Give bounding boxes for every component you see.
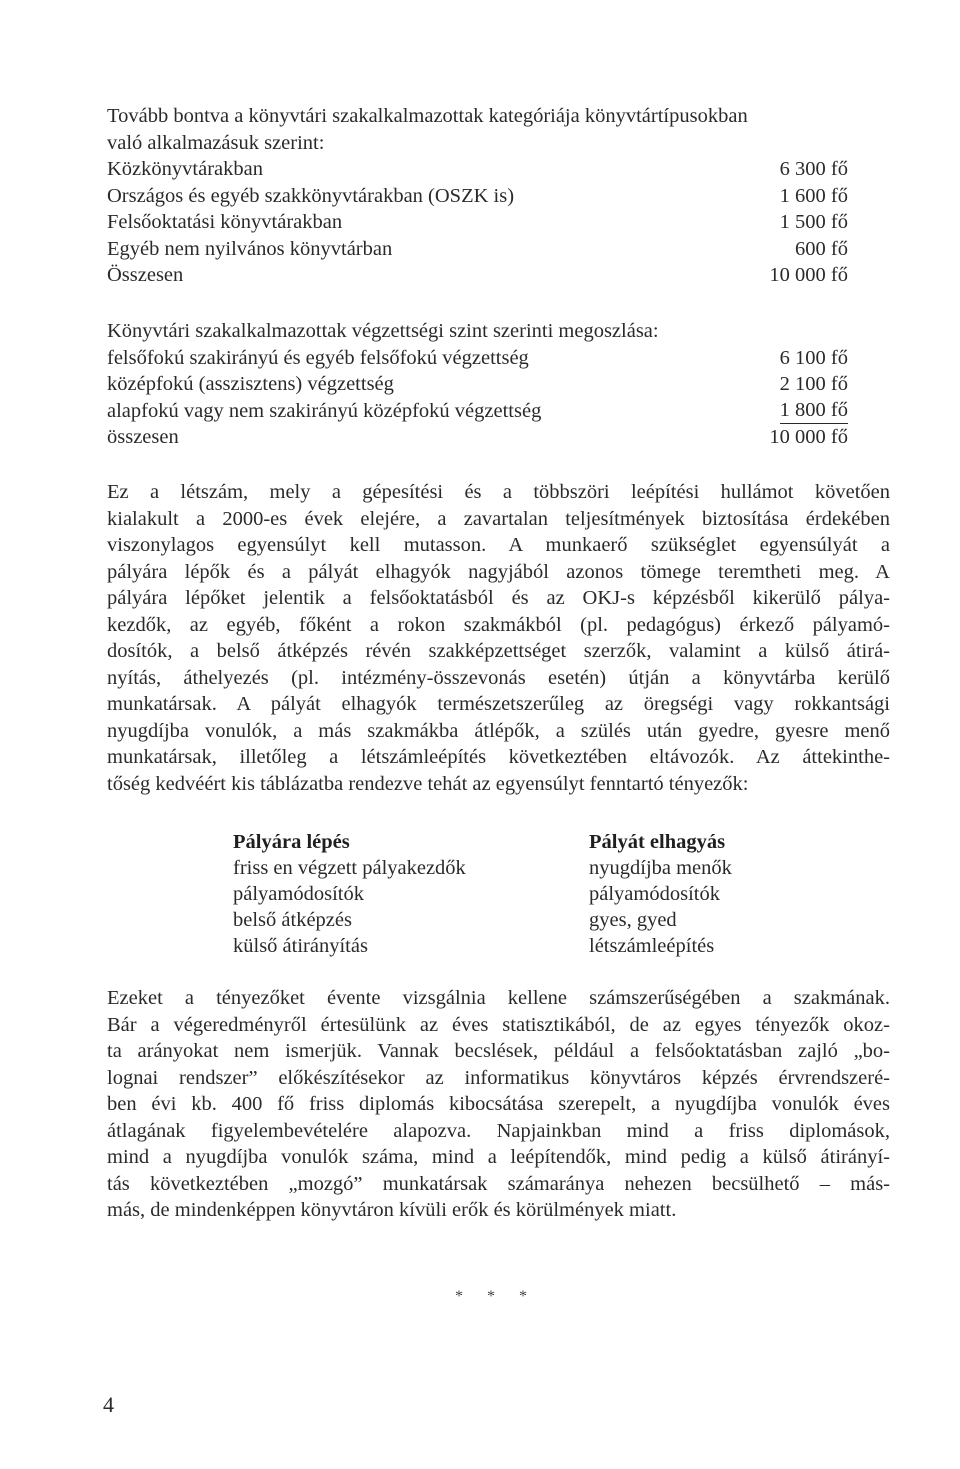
list-item: belső átképzés (233, 909, 352, 931)
paragraph-line: lognai rendszer” előkészítésekor az informatikus könyvtáros képzés érvrendszeré- (107, 1066, 890, 1089)
paragraph-line: nyítás, áthelyezés (pl. intézmény-összevonás esetén) útján a könyvtárba kerülő (107, 666, 890, 689)
list-item: külső átirányítás (233, 935, 368, 957)
list-item: létszámleépítés (589, 935, 715, 957)
paragraph-line: nyugdíjba vonulók, a más szakmákba átlépők, a szülés után gyedre, gyesre menő (107, 719, 890, 742)
intro-line: Tovább bontva a könyvtári szakalkalmazottak kategóriája könyvtártípusokban (107, 105, 748, 127)
section-separator: * * * (455, 1288, 537, 1305)
paragraph (107, 985, 890, 1224)
list-item: friss en végzett pályakezdők (233, 857, 466, 879)
list-item (107, 209, 848, 236)
list-item (107, 345, 848, 372)
paragraph (107, 479, 890, 797)
list-item (107, 183, 848, 210)
paragraph-line: tás következtében „mozgó” munkatársak számaránya nehezen becsülhető – más- (107, 1172, 890, 1195)
item-label: Egyéb nem nyilvános könyvtárban (107, 237, 393, 260)
item-value: 1 500 fő (779, 211, 848, 233)
item-value: 10 000 fő (769, 426, 848, 448)
paragraph-line: dosítók, a belső átképzés révén szakképzettséget szerzők, valamint a külső átirá- (107, 640, 890, 662)
item-value: 6 100 fő (779, 346, 848, 369)
item-label: középfokú (asszisztens) végzettség (107, 373, 394, 395)
list-item: pályamódosítók (233, 883, 364, 905)
item-value: 10 000 fő (769, 264, 848, 286)
list-item: pályamódosítók (589, 883, 720, 905)
paragraph-line: pályára lépőket jelentik a felsőoktatásból és az OKJ-s képzésből kikerülő pálya- (107, 587, 890, 609)
page-number: 4 (103, 1392, 114, 1417)
list-total (107, 424, 848, 451)
library-type-list (107, 156, 848, 289)
paragraph-line: munkatársak, illetőleg a létszámleépítés következtében eltávozók. Az áttekinthe- (107, 746, 890, 768)
item-label: alapfokú vagy nem szakirányú középfokú végzettség (107, 399, 542, 422)
item-value: 1 800 fő (780, 398, 848, 424)
education-list (107, 318, 848, 451)
item-label: Országos és egyéb szakkönyvtárakban (OSZK is) (107, 184, 515, 207)
paragraph-line: tőség kedvéért kis táblázatba rendezve tehát az egyensúlyt fenntartó tényezők: (107, 772, 749, 795)
column-heading: Pályát elhagyás (589, 831, 726, 853)
education-title: Könyvtári szakalkalmazottak végzettségi szint szerinti megoszlása: (107, 320, 659, 342)
item-value: 600 fő (795, 237, 848, 260)
list-item (107, 398, 848, 425)
item-label: Közkönyvtárakban (107, 158, 263, 180)
item-value: 6 300 fő (779, 158, 848, 180)
paragraph-line: kezdők, az egyéb, főként a rokon szakmákból (pl. pedagógus) érkező pályamó- (107, 613, 890, 636)
leaving-column (589, 829, 732, 959)
paragraph-line: Bár a végeredményről értesülünk az éves statisztikából, de az egyes tényezők okoz- (107, 1013, 890, 1036)
paragraph-line: kialakult a 2000-es évek elejére, a zavartalan teljesítmények biztosítása érdekében (107, 507, 890, 530)
intro-text (107, 103, 887, 156)
paragraph-line: Ez a létszám, mely a gépesítési és a többszöri leépítési hullámot követően (107, 481, 890, 503)
item-label: Összesen (107, 264, 184, 286)
paragraph-line: ben évi kb. 400 fő friss diplomás kibocsátása szerepelt, a nyugdíjba vonulók éves (107, 1093, 890, 1115)
list-item: nyugdíjba menők (589, 857, 732, 879)
list-item (107, 236, 848, 263)
column-heading: Pályára lépés (233, 831, 350, 853)
intro-line: való alkalmazásuk szerint: (107, 131, 325, 154)
entering-column (233, 829, 466, 959)
paragraph-line: mind a nyugdíjba vonulók száma, mind a leépítendők, mind pedig a külső átirányí- (107, 1146, 890, 1168)
paragraph-line: átlagának figyelembevételére alapozva. Napjainkban mind a friss diplomások, (107, 1119, 890, 1142)
paragraph-line: munkatársak. A pályát elhagyók természetszerűleg az öregségi vagy rokkantsági (107, 693, 890, 715)
paragraph-line: Ezeket a tényezőket évente vizsgálnia kellene számszerűségében a szakmának. (107, 987, 890, 1009)
item-value: 2 100 fő (779, 373, 848, 395)
list-item (107, 156, 848, 183)
paragraph-line: pályára lépők és a pályát elhagyók nagyjából azonos tömege teremtheti meg. A (107, 560, 890, 583)
list-item: gyes, gyed (589, 909, 677, 931)
item-label: összesen (107, 426, 179, 448)
list-item (107, 371, 848, 398)
item-label: Felsőoktatási könyvtárakban (107, 211, 343, 233)
paragraph-line: más, de mindenképpen könyvtáron kívüli erők és körülmények miatt. (107, 1199, 677, 1221)
list-total (107, 262, 848, 289)
item-label: felsőfokú szakirányú és egyéb felsőfokú végzettség (107, 346, 529, 369)
paragraph-line: ta arányokat nem ismerjük. Vannak becslések, például a felsőoktatásban zajló „bo- (107, 1040, 890, 1062)
paragraph-line: viszonylagos egyensúlyt kell mutasson. A munkaerő szükséglet egyensúlyát a (107, 534, 890, 556)
item-value: 1 600 fő (779, 184, 848, 207)
